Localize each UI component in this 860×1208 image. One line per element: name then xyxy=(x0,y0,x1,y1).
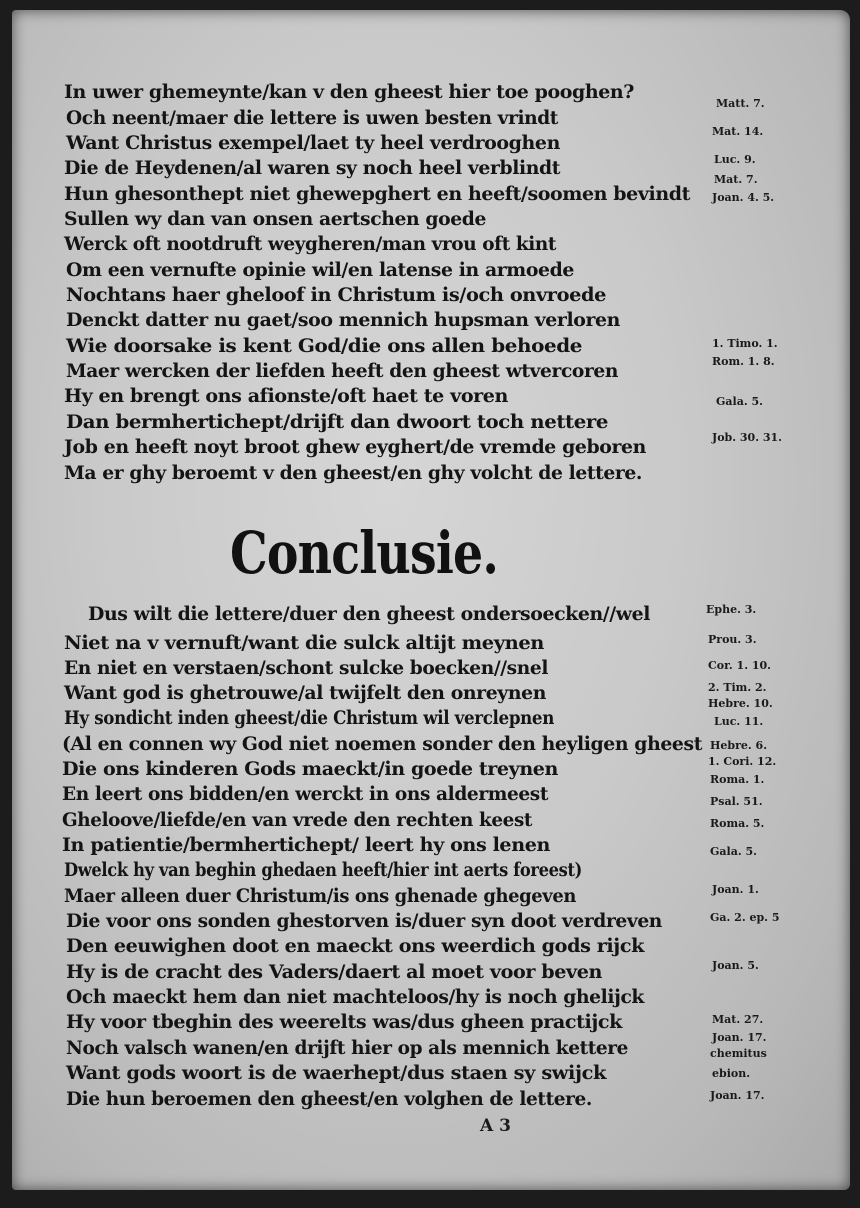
stanza2-line: Den eeuwighen doot en maeckt ons weerdich gods rijck xyxy=(66,935,644,957)
stanza2-line: En leert ons bidden/en werckt in ons aldermeest xyxy=(62,783,548,805)
stanza2-margin-note: Psal. 51. xyxy=(710,795,763,808)
stanza1-margin-note: Joan. 4. 5. xyxy=(712,191,775,204)
stanza2-margin-note: Joan. 17. xyxy=(710,1089,765,1102)
stanza2-margin-note: Ephe. 3. xyxy=(706,603,757,616)
stanza2-margin-note: 1. Cori. 12. xyxy=(708,755,777,768)
stanza1-margin-note: Luc. 9. xyxy=(714,153,756,166)
stanza2-line: (Al en connen wy God niet noemen sonder den heyligen gheest xyxy=(62,733,702,755)
stanza1-line: Denckt datter nu gaet/soo mennich hupsman verloren xyxy=(66,309,620,331)
stanza1-line: In uwer ghemeynte/kan v den gheest hier toe pooghen? xyxy=(64,81,634,103)
stanza2-line: Die ons kinderen Gods maeckt/in goede treynen xyxy=(62,758,558,780)
stanza2-margin-note: Cor. 1. 10. xyxy=(708,659,771,672)
stanza2-line: Dwelck hy van beghin ghedaen heeft/hier int aerts foreest) xyxy=(64,859,582,881)
stanza1-margin-note: Mat. 7. xyxy=(714,173,758,186)
stanza2-line: Die hun beroemen den gheest/en volghen de lettere. xyxy=(66,1088,592,1110)
stanza2-line: Want gods woort is de waerhept/dus staen sy swijck xyxy=(66,1062,606,1084)
stanza2-margin-note: Roma. 1. xyxy=(710,773,765,786)
stanza2-margin-note: Joan. 5. xyxy=(712,959,759,972)
stanza1-line: Ma er ghy beroemt v den gheest/en ghy volcht de lettere. xyxy=(64,462,642,484)
stanza2-line: En niet en verstaen/schont sulcke boecken//snel xyxy=(64,657,548,679)
stanza2-line: Noch valsch wanen/en drijft hier op als mennich kettere xyxy=(66,1037,628,1059)
stanza1-line: Om een vernufte opinie wil/en latense in armoede xyxy=(66,259,574,281)
stanza1-margin-note: Mat. 14. xyxy=(712,125,764,138)
stanza1-line: Want Christus exempel/laet ty heel verdrooghen xyxy=(66,132,560,154)
stanza1-line: Werck oft nootdruft weygheren/man vrou oft kint xyxy=(64,233,556,255)
stanza1-margin-note: Rom. 1. 8. xyxy=(712,355,775,368)
stanza2-margin-note: Gala. 5. xyxy=(710,845,757,858)
stanza1-line: Sullen wy dan van onsen aertschen goede xyxy=(64,208,486,230)
stanza2-line: Gheloove/liefde/en van vrede den rechten keest xyxy=(62,809,532,831)
stanza2-line: Want god is ghetrouwe/al twijfelt den onreynen xyxy=(64,682,546,704)
stanza2-margin-note: Mat. 27. xyxy=(712,1013,764,1026)
stanza2-margin-note: Prou. 3. xyxy=(708,633,757,646)
stanza2-margin-note: ebion. xyxy=(712,1067,751,1080)
text-block xyxy=(12,10,850,1190)
stanza1-margin-note: 1. Timo. 1. xyxy=(712,337,778,350)
stanza2-line: Maer alleen duer Christum/is ons ghenade ghegeven xyxy=(64,885,576,907)
stanza2-margin-note: Joan. 17. xyxy=(712,1031,767,1044)
stanza2-margin-note: Hebre. 10. xyxy=(708,697,773,710)
stanza2-margin-note: Ga. 2. ep. 5 xyxy=(710,911,780,924)
stanza1-line: Dan bermhertichept/drijft dan dwoort toch nettere xyxy=(66,411,608,433)
paper-page xyxy=(12,10,850,1190)
stanza2-margin-note: Luc. 11. xyxy=(714,715,764,728)
stanza2-margin-note: Joan. 1. xyxy=(712,883,759,896)
stanza2-line: Hy sondicht inden gheest/die Christum wil verclepnen xyxy=(64,707,554,729)
stanza1-line: Och neent/maer die lettere is uwen besten vrindt xyxy=(66,107,558,129)
stanza2-line: Hy is de cracht des Vaders/daert al moet voor beven xyxy=(66,961,602,983)
stanza2-line: Niet na v vernuft/want die sulck altijt meynen xyxy=(64,632,544,654)
stanza1-line: Maer wercken der liefden heeft den gheest wtvercoren xyxy=(66,360,618,382)
stanza1-line: Hun ghesonthept niet ghewepghert en heeft/soomen bevindt xyxy=(64,183,690,205)
stanza2-line: Dus wilt die lettere/duer den gheest ondersoecken//wel xyxy=(88,603,650,625)
stanza2-line: Hy voor tbeghin des weerelts was/dus gheen practijck xyxy=(66,1011,622,1033)
stanza1-margin-note: Gala. 5. xyxy=(716,395,763,408)
section-heading: Conclusie. xyxy=(230,519,498,587)
stanza1-line: Job en heeft noyt broot ghew eyghert/de vremde geboren xyxy=(64,436,646,458)
stanza1-line: Nochtans haer gheloof in Christum is/och onvroede xyxy=(66,284,606,306)
stanza1-line: Wie doorsake is kent God/die ons allen behoede xyxy=(66,335,582,357)
stanza1-margin-note: Job. 30. 31. xyxy=(712,431,782,444)
stanza1-line: Die de Heydenen/al waren sy noch heel verblindt xyxy=(64,157,560,179)
stanza2-line: In patientie/bermhertichept/ leert hy ons lenen xyxy=(62,834,550,856)
stanza2-margin-note: 2. Tim. 2. xyxy=(708,681,767,694)
stanza1-line: Hy en brengt ons afionste/oft haet te voren xyxy=(64,385,509,407)
stanza1-margin-note: Matt. 7. xyxy=(716,97,765,110)
stanza2-line: Die voor ons sonden ghestorven is/duer syn doot verdreven xyxy=(66,910,662,932)
stanza2-margin-note: Roma. 5. xyxy=(710,817,765,830)
stanza2-margin-note: chemitus xyxy=(710,1047,767,1060)
stanza2-margin-note: Hebre. 6. xyxy=(710,739,768,752)
signature-mark: A 3 xyxy=(480,1116,511,1136)
stanza2-line: Och maeckt hem dan niet machteloos/hy is noch ghelijck xyxy=(66,986,644,1008)
